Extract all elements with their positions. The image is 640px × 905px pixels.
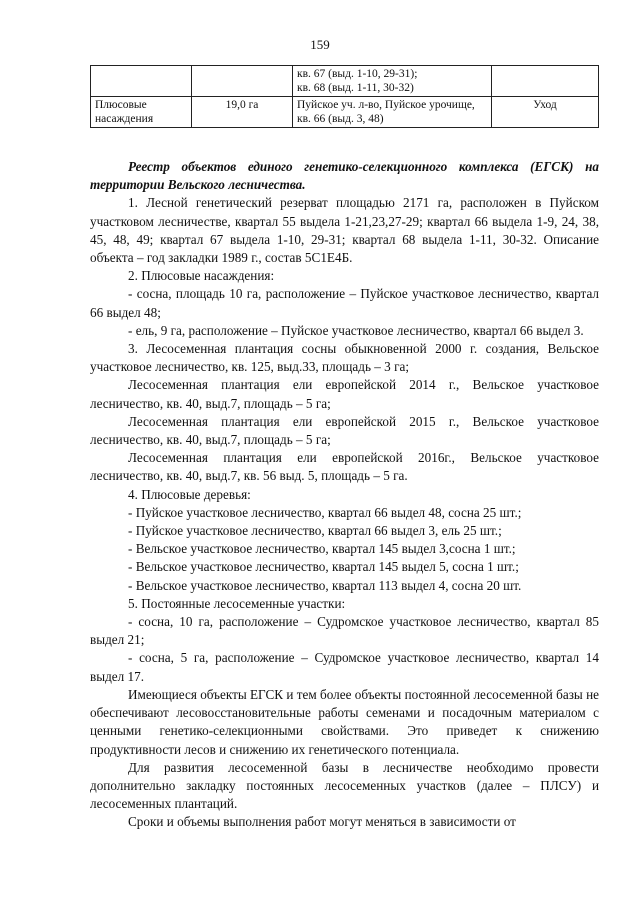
paragraph: Имеющиеся объекты ЕГСК и тем более объекты постоянной лесосеменной базы не обеспечивают лесовосстановительные работы семенами и посадочным материалом с ценными генетико-селекционными свойствами. Это приведет к снижению продуктивности лесов и снижению их генетического потенциала. [90, 686, 599, 757]
paragraph: 4. Плюсовые деревья: [128, 486, 251, 502]
paragraph: Лесосеменная плантация ели европейской 2014 г., Вельское участковое лесничество, кв. 40, выд.7, площадь – 5 га; [90, 377, 599, 411]
table-cell [492, 66, 599, 97]
list-item: - Вельское участковое лесничество, квартал 113 выдел 4, сосна 20 шт. [128, 577, 522, 593]
list-item: - Вельское участковое лесничество, квартал 145 выдел 3,сосна 1 шт.; [128, 541, 516, 557]
table-cell: Пуйское уч. л-во, Пуйское урочище, кв. 66 (выд. 3, 48) [293, 97, 492, 128]
paragraph: Лесосеменная плантация ели европейской 2016г., Вельское участковое лесничество, кв. 40, выд.7, кв. 56 выд. 5, площадь – 5 га. [90, 450, 599, 484]
table-cell: 19,0 га [192, 97, 293, 128]
paragraph: 1. Лесной генетический резерват площадью 2171 га, расположен в Пуйском участковом лесничестве, квартал 55 выдела 1-21,23,27-29; квартал 66 выдела 1-9, 24, 38, 45, 48, 49; квартал 67 выдела 1-10, 29-31; квартал 68 выдела 1-11, 30-32. Описание объекта – год закладки 1989 г., состав 5С1Е4Б. [90, 195, 599, 266]
paragraph: Лесосеменная плантация ели европейской 2015 г., Вельское участковое лесничество, кв. 40, выд.7, площадь – 5 га; [90, 413, 599, 448]
page-number: 159 [310, 37, 330, 52]
paragraph: Сроки и объемы выполнения работ могут меняться в зависимости от [128, 814, 516, 830]
list-item: - Пуйское участковое лесничество, квартал 66 выдел 3, ель 25 шт.; [128, 523, 502, 539]
table-cell [91, 66, 192, 97]
table-row [91, 66, 599, 97]
paragraph: Для развития лесосеменной базы в лесничестве необходимо провести дополнительно закладку постоянных лесосеменных участков (далее – ПЛСУ) и лесосеменных плантаций. [90, 759, 599, 812]
paragraph: 2. Плюсовые насаждения: [128, 268, 275, 284]
list-item: - сосна, площадь 10 га, расположение – Пуйское участковое лесничество, квартал 66 выдел 48; [90, 286, 599, 320]
table-cell-text: кв. 67 (выд. 1-10, 29-31); кв. 68 (выд. 1-11, 30-32) [297, 68, 418, 94]
paragraph: 3. Лесосеменная плантация сосны обыкновенной 2000 г. создания, Вельское участковое лесничество, кв. 125, выд.33, площадь – 3 га; [90, 341, 599, 375]
table-cell [293, 66, 492, 97]
table-row [91, 97, 599, 128]
list-item: - сосна, 10 га, расположение – Судромское участковое лесничество, квартал 85 выдел 21; [90, 614, 599, 648]
list-item: - сосна, 5 га, расположение – Судромское участковое лесничество, квартал 14 выдел 17. [90, 650, 599, 684]
continued-table [90, 65, 599, 128]
document-body [90, 158, 599, 832]
list-item: - ель, 9 га, расположение – Пуйское участковое лесничество, квартал 66 выдел 3. [128, 322, 584, 338]
list-item: - Вельское участковое лесничество, квартал 145 выдел 5, сосна 1 шт.; [128, 559, 519, 575]
table-cell: Плюсовые насаждения [91, 97, 192, 128]
table-cell: Уход [492, 97, 599, 128]
list-item: - Пуйское участковое лесничество, квартал 66 выдел 48, сосна 25 шт.; [128, 504, 522, 520]
section-heading: Реестр объектов единого генетико-селекционного комплекса (ЕГСК) на территории Вельского лесничества. [90, 159, 599, 193]
table-cell [192, 66, 293, 97]
paragraph: 5. Постоянные лесосеменные участки: [128, 595, 346, 611]
